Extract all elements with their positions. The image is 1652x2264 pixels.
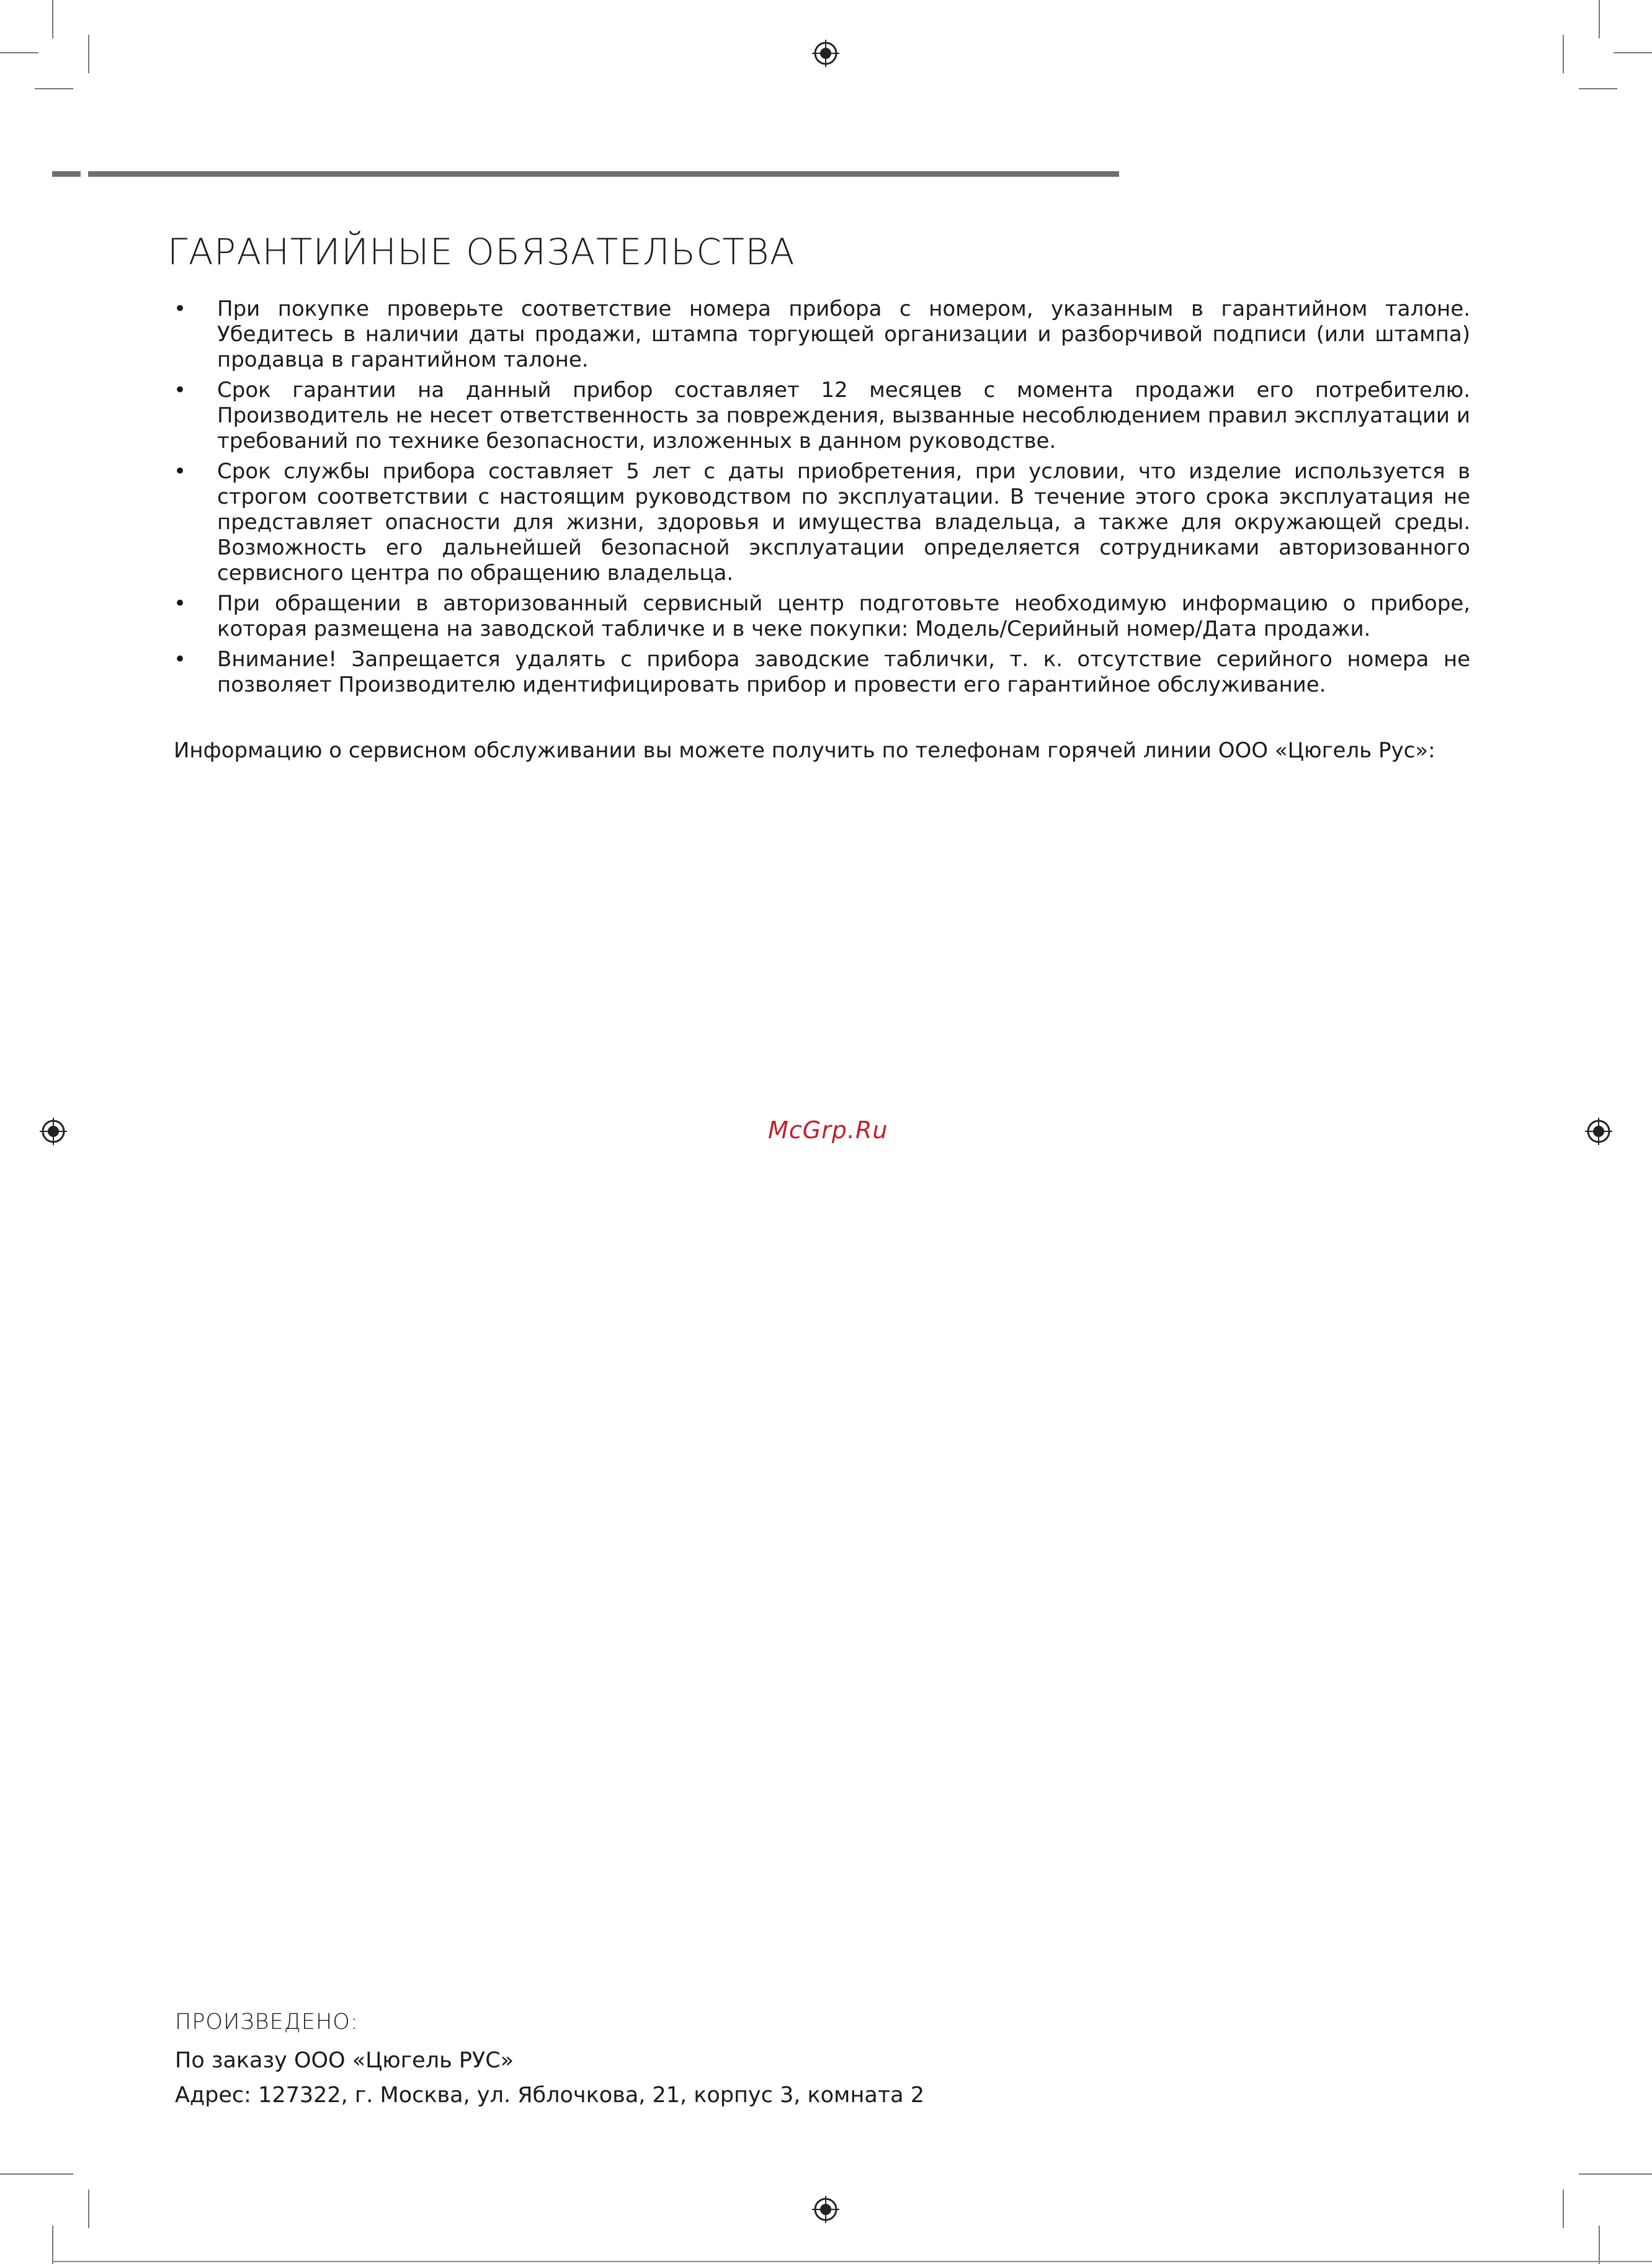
header-bar-short bbox=[52, 171, 81, 177]
crop-mark bbox=[1614, 2173, 1652, 2175]
crop-mark bbox=[1579, 88, 1617, 89]
service-info-text: Информацию о сервисном обслуживании вы можете получить по телефонам горячей линии ООО «Цюгель Рус»: bbox=[174, 738, 1435, 763]
crop-mark bbox=[1563, 2190, 1564, 2228]
crop-mark bbox=[1563, 35, 1564, 73]
registration-target-icon bbox=[812, 2196, 839, 2223]
manufacturer-heading: ПРОИЗВЕДЕНО: bbox=[175, 2010, 359, 2034]
crop-mark bbox=[1599, 2226, 1600, 2264]
crop-mark bbox=[52, 0, 53, 38]
registration-target-icon bbox=[1585, 1118, 1612, 1145]
crop-mark bbox=[88, 35, 89, 73]
list-item bbox=[174, 459, 1470, 586]
crop-mark bbox=[0, 52, 38, 53]
crop-mark bbox=[1579, 2173, 1617, 2175]
manufacturer-block bbox=[175, 2005, 924, 2113]
crop-mark bbox=[0, 2173, 38, 2175]
registration-target-icon bbox=[812, 40, 839, 67]
warranty-terms-list bbox=[174, 296, 1470, 703]
list-item bbox=[174, 378, 1470, 454]
list-item-text: Внимание! Запрещается удалять с прибора заводские таблички, т. к. отсутствие серийного номера не позволяет Производителю идентифицировать прибор и провести его гарантийное обслуживание. bbox=[217, 647, 1470, 697]
manufacturer-address: Адрес: 127322, г. Москва, ул. Яблочкова, 21, корпус 3, комната 2 bbox=[175, 2083, 925, 2108]
manufacturer-order: По заказу ООО «Цюгель РУС» bbox=[175, 2048, 514, 2073]
crop-mark bbox=[1614, 52, 1652, 53]
registration-target-icon bbox=[40, 1118, 67, 1145]
footer-rule bbox=[52, 2261, 1652, 2262]
list-item bbox=[174, 647, 1470, 698]
list-item-text: При обращении в авторизованный сервисный центр подготовьте необходимую информацию о приборе, которая размещена на заводской табличке и в чеке покупки: Модель/Серийный номер/Дата продажи. bbox=[217, 591, 1470, 641]
list-item-text: При покупке проверьте соответствие номера прибора с номером, указанным в гарантийном талоне. Убедитесь в наличии даты продажи, штампа торгующей организации и разборчивой подписи (или штампа) продавца в гарантийном талоне. bbox=[217, 296, 1470, 372]
bullet: • bbox=[174, 378, 187, 403]
list-item-text: Срок службы прибора составляет 5 лет с даты приобретения, при условии, что изделие используется в строгом соответствии с настоящим руководством по эксплуатации. В течение этого срока эксплуатация не представляет опасности для жизни, здоровья и имущества владельца, а также для окружающей среды. Возможность его дальнейшей безопасной эксплуатации определяется сотрудниками авторизованного сервисного центра по обращению владельца. bbox=[217, 459, 1470, 586]
list-item bbox=[174, 296, 1470, 373]
crop-mark bbox=[35, 88, 73, 89]
crop-mark bbox=[1599, 0, 1600, 38]
bullet: • bbox=[174, 459, 187, 484]
bullet: • bbox=[174, 296, 187, 321]
crop-mark bbox=[35, 2173, 73, 2175]
bullet: • bbox=[174, 591, 187, 616]
bullet: • bbox=[174, 647, 187, 672]
list-item bbox=[174, 591, 1470, 642]
list-item-text: Срок гарантии на данный прибор составляет 12 месяцев с момента продажи его потребителю. Производитель не несет ответственность за повреждения, вызванные несоблюдением правил эксплуатации и требований по технике безопасности, изложенных в данном руководстве. bbox=[217, 378, 1470, 453]
crop-mark bbox=[52, 2226, 53, 2264]
crop-mark bbox=[88, 2190, 89, 2228]
page-title: ГАРАНТИЙНЫЕ ОБЯЗАТЕЛЬСТВА bbox=[167, 231, 796, 273]
header-bar-long bbox=[88, 171, 1119, 177]
watermark: McGrp.Ru bbox=[768, 1116, 888, 1144]
